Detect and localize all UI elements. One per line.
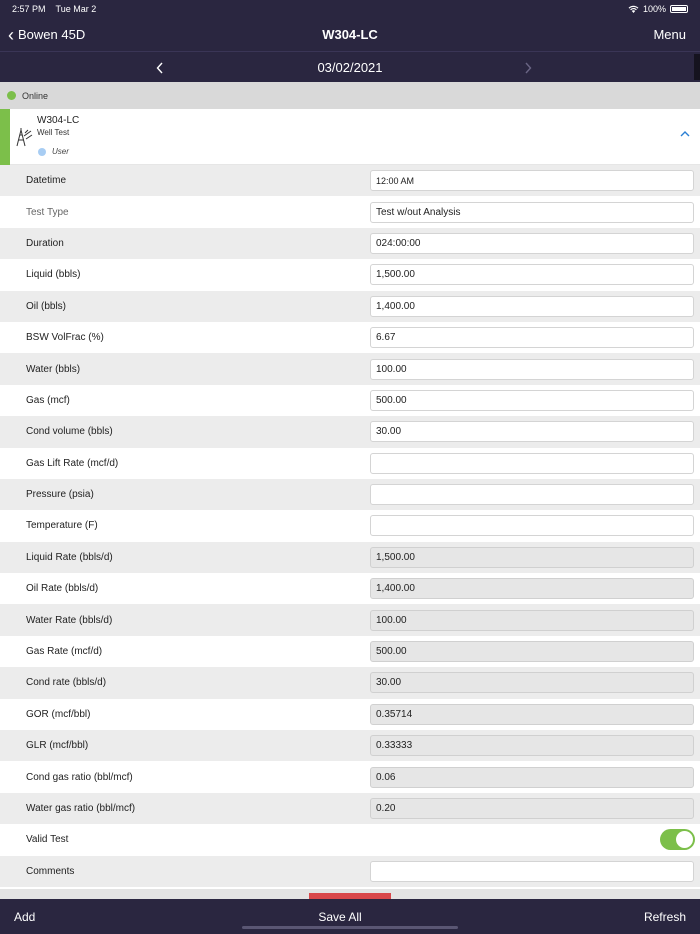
- form-row-liquid-rate: [0, 542, 700, 573]
- add-button[interactable]: Add: [14, 909, 36, 924]
- bsw-volfrac-field[interactable]: 6.67: [370, 327, 694, 348]
- cond-gas-ratio-label: Cond gas ratio (bbl/mcf): [26, 771, 133, 783]
- cond-volume-field[interactable]: 30.00: [370, 421, 694, 442]
- scroll-indicator: [694, 54, 700, 80]
- duration-label: Duration: [26, 237, 64, 249]
- online-status-dot: [7, 91, 16, 100]
- well-source-label: User: [52, 147, 69, 156]
- form-row-temperature: [0, 510, 700, 541]
- water-label: Water (bbls): [26, 363, 81, 375]
- form-row-duration: [0, 228, 700, 259]
- connection-status: [0, 82, 700, 109]
- form-row-gor: [0, 699, 700, 730]
- home-indicator[interactable]: [242, 926, 458, 929]
- gas-lift-rate-label: Gas Lift Rate (mcf/d): [26, 457, 119, 469]
- well-source: [38, 147, 69, 156]
- form-row-comments: [0, 856, 700, 887]
- well-header[interactable]: [0, 109, 700, 165]
- gor-value: 0.35714: [370, 704, 694, 725]
- save-all-button[interactable]: Save All: [318, 909, 362, 924]
- form-row-cond-volume: [0, 416, 700, 447]
- form-row-water-gas-ratio: [0, 793, 700, 824]
- back-label: Bowen 45D: [18, 27, 86, 42]
- page-title: W304-LC: [322, 27, 378, 42]
- form-row-oil-rate: [0, 573, 700, 604]
- toggle-knob: [676, 831, 693, 848]
- refresh-button[interactable]: Refresh: [643, 909, 686, 924]
- form-row-cond-gas-ratio: [0, 761, 700, 792]
- test-type-label: Test Type: [26, 206, 69, 218]
- water-gas-ratio-label: Water gas ratio (bbl/mcf): [26, 803, 136, 814]
- temperature-label: Temperature (F): [26, 520, 98, 532]
- temperature-field[interactable]: [370, 515, 694, 536]
- water-rate-value: 100.00: [370, 610, 694, 631]
- water-field[interactable]: 100.00: [370, 359, 694, 380]
- oil-field[interactable]: 1,400.00: [370, 296, 694, 317]
- form-row-bsw-volfrac: [0, 322, 700, 353]
- well-status-accent: [0, 109, 10, 165]
- status-bar: [0, 0, 700, 18]
- datetime-label: Datetime: [26, 175, 67, 187]
- chevron-left-icon: [156, 62, 164, 74]
- valid-test-toggle[interactable]: [660, 829, 695, 850]
- form-row-test-type: [0, 196, 700, 227]
- nav-bar: [0, 18, 700, 51]
- well-record-type: Well Test: [37, 128, 70, 137]
- valid-test-label: Valid Test: [26, 834, 69, 846]
- form-row-oil: [0, 291, 700, 322]
- previous-date-button[interactable]: [156, 52, 164, 83]
- chevron-left-icon: ‹: [8, 24, 14, 45]
- oil-derrick-icon: [15, 127, 33, 147]
- gas-rate-value: 500.00: [370, 641, 694, 662]
- glr-value: 0.33333: [370, 735, 694, 756]
- liquid-rate-label: Liquid Rate (bbls/d): [26, 551, 113, 563]
- pressure-field[interactable]: [370, 484, 694, 505]
- datetime-field[interactable]: 12:00 AM: [370, 170, 694, 191]
- well-test-form: [0, 165, 700, 887]
- status-right: [628, 4, 688, 14]
- cond-gas-ratio-value: 0.06: [370, 767, 694, 788]
- oil-label: Oil (bbls): [26, 300, 67, 312]
- connection-status-label: Online: [22, 90, 49, 101]
- form-row-gas-lift-rate: [0, 448, 700, 479]
- form-row-water: [0, 353, 700, 384]
- test-type-field[interactable]: Test w/out Analysis: [370, 202, 694, 223]
- back-button[interactable]: [8, 18, 85, 51]
- gas-rate-label: Gas Rate (mcf/d): [26, 646, 103, 658]
- water-rate-label: Water Rate (bbls/d): [26, 614, 113, 626]
- menu-button[interactable]: Menu: [653, 27, 686, 42]
- form-row-datetime: [0, 165, 700, 196]
- glr-label: GLR (mcf/bbl): [26, 740, 89, 752]
- date-navigator: [0, 51, 700, 82]
- form-row-cond-rate: [0, 667, 700, 698]
- oil-rate-value: 1,400.00: [370, 578, 694, 599]
- duration-field[interactable]: 024:00:00: [370, 233, 694, 254]
- form-row-valid-test: [0, 824, 700, 855]
- gas-label: Gas (mcf): [26, 394, 70, 406]
- chevron-up-icon[interactable]: [678, 127, 692, 141]
- current-date[interactable]: 03/02/2021: [317, 59, 383, 75]
- status-date: Tue Mar 2: [55, 4, 97, 14]
- pressure-label: Pressure (psia): [26, 489, 94, 501]
- next-date-button[interactable]: [524, 52, 532, 83]
- battery-icon: [670, 5, 688, 13]
- liquid-rate-value: 1,500.00: [370, 547, 694, 568]
- form-row-water-rate: [0, 604, 700, 635]
- wifi-icon: [628, 5, 639, 13]
- form-row-gas: [0, 385, 700, 416]
- form-row-glr: [0, 730, 700, 761]
- cond-rate-label: Cond rate (bbls/d): [26, 677, 107, 689]
- form-row-pressure: [0, 479, 700, 510]
- chevron-right-icon: [524, 62, 532, 74]
- user-source-dot: [38, 148, 46, 156]
- gas-lift-rate-field[interactable]: [370, 453, 694, 474]
- gas-field[interactable]: 500.00: [370, 390, 694, 411]
- oil-rate-label: Oil Rate (bbls/d): [26, 583, 99, 595]
- liquid-label: Liquid (bbls): [26, 269, 81, 281]
- comments-label: Comments: [26, 865, 75, 877]
- comments-field[interactable]: [370, 861, 694, 882]
- water-gas-ratio-value: 0.20: [370, 798, 694, 819]
- cond-rate-value: 30.00: [370, 672, 694, 693]
- status-time: 2:57 PM: [12, 4, 46, 14]
- bsw-volfrac-label: BSW VolFrac (%): [26, 332, 104, 344]
- well-name: W304-LC: [37, 115, 80, 126]
- battery-percent: 100%: [642, 4, 666, 14]
- form-row-liquid: [0, 259, 700, 290]
- gor-label: GOR (mcf/bbl): [26, 708, 91, 720]
- form-row-gas-rate: [0, 636, 700, 667]
- cond-volume-label: Cond volume (bbls): [26, 426, 113, 438]
- liquid-field[interactable]: 1,500.00: [370, 264, 694, 285]
